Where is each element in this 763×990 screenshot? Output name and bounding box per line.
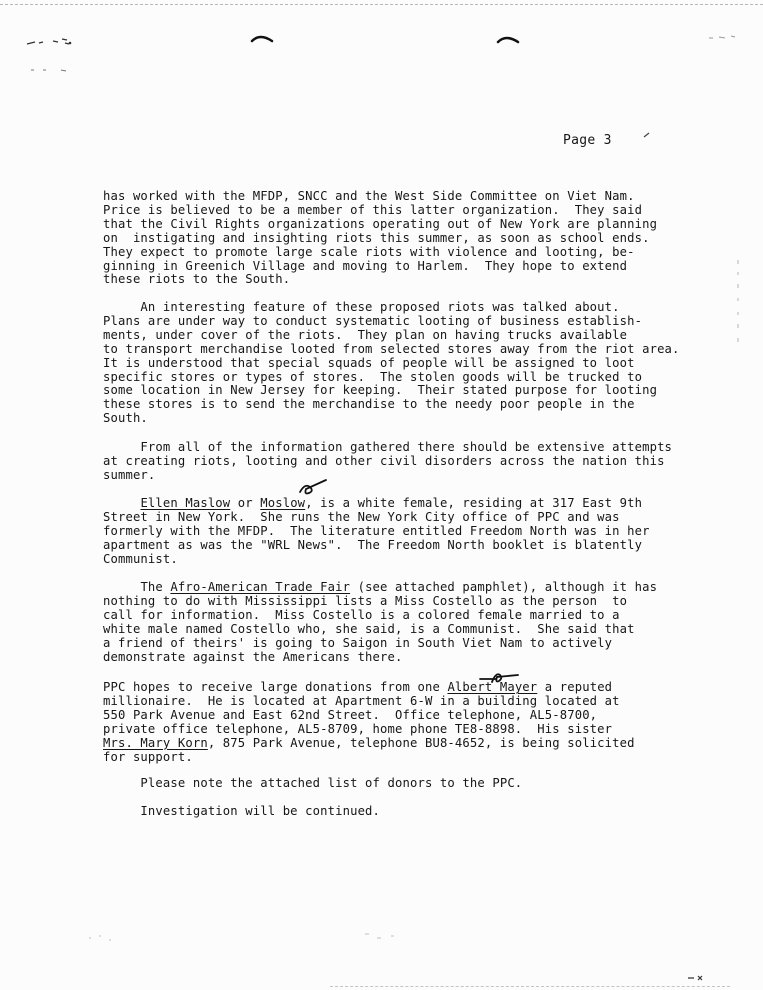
paragraph-5 xyxy=(103,581,663,664)
text-line: 550 Park Avenue and East 62nd Street. Office telephone, AL5-8700, xyxy=(103,707,598,722)
text-line: has worked with the MFDP, SNCC and the West Side Committee on Viet Nam. xyxy=(103,189,635,203)
text-line: nothing to do with Mississippi lists a Miss Costello as the person to xyxy=(103,593,628,608)
text-line: apartment as was the "WRL News". The Freedom North booklet is blatently xyxy=(103,537,643,552)
text-line: to transport merchandise looted from selected stores away from the riot area. xyxy=(103,341,680,356)
text-line: call for information. Miss Costello is a colored female married to a xyxy=(103,607,620,622)
text-line: white male named Costello who, she said, is a Communist. She said that xyxy=(103,621,635,636)
right-margin-scan-noise xyxy=(734,260,742,350)
margin-tick xyxy=(643,132,651,138)
text-line: formerly with the MFDP. The literature entitled Freedom North was in her xyxy=(103,523,650,538)
page-number: Page 3 xyxy=(563,133,612,148)
text-line: some location in New Jersey for keeping. Their stated purpose for looting xyxy=(103,383,658,398)
text-line: millionaire. He is located at Apartment 6-W in a building located at xyxy=(103,693,620,708)
bottom-scan-noise xyxy=(85,928,425,948)
paragraph-6 xyxy=(103,681,663,764)
line-text: The xyxy=(140,580,171,594)
line-text: , 875 Park Avenue, telephone BU8-4652, is being solicited xyxy=(207,735,635,750)
text-line: private office telephone, AL5-8709, home phone TE8-8898. His sister xyxy=(103,721,613,736)
text-line: demonstrate against the Americans there. xyxy=(103,649,403,664)
donor-name: Albert Mayer xyxy=(447,680,538,694)
text-line xyxy=(103,497,663,511)
text-line xyxy=(103,737,663,751)
binder-hole-mark-left xyxy=(250,32,274,44)
text-line: ments, under cover of the riots. They plan on having trucks available xyxy=(103,327,628,342)
bottom-right-mark xyxy=(685,972,709,984)
paragraph-8 xyxy=(103,805,663,819)
top-left-scan-marks xyxy=(25,32,85,77)
bottom-scan-edge xyxy=(330,986,730,987)
text-line: these stores is to send the merchandise to the needy poor people in the xyxy=(103,397,635,412)
text-line xyxy=(103,581,663,595)
text-line: at creating riots, looting and other civil disorders across the nation this xyxy=(103,453,665,468)
line-text: , is a white female, residing at 317 East 9th xyxy=(305,496,643,510)
text-line xyxy=(103,681,663,695)
paragraph-7 xyxy=(103,777,663,791)
binder-hole-mark-right xyxy=(496,33,520,45)
person-name: Ellen Maslow xyxy=(140,496,231,510)
top-scan-edge xyxy=(0,4,763,5)
text-line: South. xyxy=(103,411,148,426)
text-line: that the Civil Rights organizations operating out of New York are planning xyxy=(103,216,658,231)
text-line: Communist. xyxy=(103,551,178,566)
text-line: Plans are under way to conduct systematic looting of business establish- xyxy=(103,313,643,328)
line-text: a reputed xyxy=(537,680,613,694)
event-name: Afro-American Trade Fair xyxy=(170,580,351,594)
text-line: Price is believed to be a member of this latter organization. They said xyxy=(103,202,643,217)
text-line: Investigation will be continued. xyxy=(103,804,381,818)
text-line: Street in New York. She runs the New York City office of PPC and was xyxy=(103,509,620,524)
paragraph-1 xyxy=(103,190,663,287)
text-line: From all of the information gathered there should be extensive attempts xyxy=(103,440,673,454)
text-line: summer. xyxy=(103,467,156,482)
text-line: on instigating and insighting riots this summer, as soon as school ends. xyxy=(103,230,650,245)
text-line: It is understood that special squads of people will be assigned to loot xyxy=(103,355,635,370)
top-right-scan-marks xyxy=(705,32,745,46)
paragraph-4 xyxy=(103,497,663,567)
person-alias: Moslow xyxy=(260,496,306,510)
sister-name: Mrs. Mary Korn xyxy=(103,735,208,750)
text-line: An interesting feature of these proposed riots was talked about. xyxy=(103,300,620,314)
text-line: a friend of theirs' is going to Saigon in South Viet Nam to actively xyxy=(103,635,613,650)
paragraph-2 xyxy=(103,300,680,426)
line-text: (see attached pamphlet), although it has xyxy=(350,580,658,594)
paragraph-3 xyxy=(103,440,673,483)
connector-text: or xyxy=(230,496,261,510)
text-line: Please note the attached list of donors to the PPC. xyxy=(103,776,523,790)
text-line: for support. xyxy=(103,749,193,764)
text-line: these riots to the South. xyxy=(103,272,291,287)
line-text: PPC hopes to receive large donations from one xyxy=(103,680,448,694)
text-line: ginning in Greenich Village and moving to Harlem. They hope to extend xyxy=(103,258,628,273)
text-line: They expect to promote large scale riots with violence and looting, be- xyxy=(103,244,635,259)
redaction-scribble-1 xyxy=(296,477,330,497)
text-line: specific stores or types of stores. The stolen goods will be trucked to xyxy=(103,369,643,384)
